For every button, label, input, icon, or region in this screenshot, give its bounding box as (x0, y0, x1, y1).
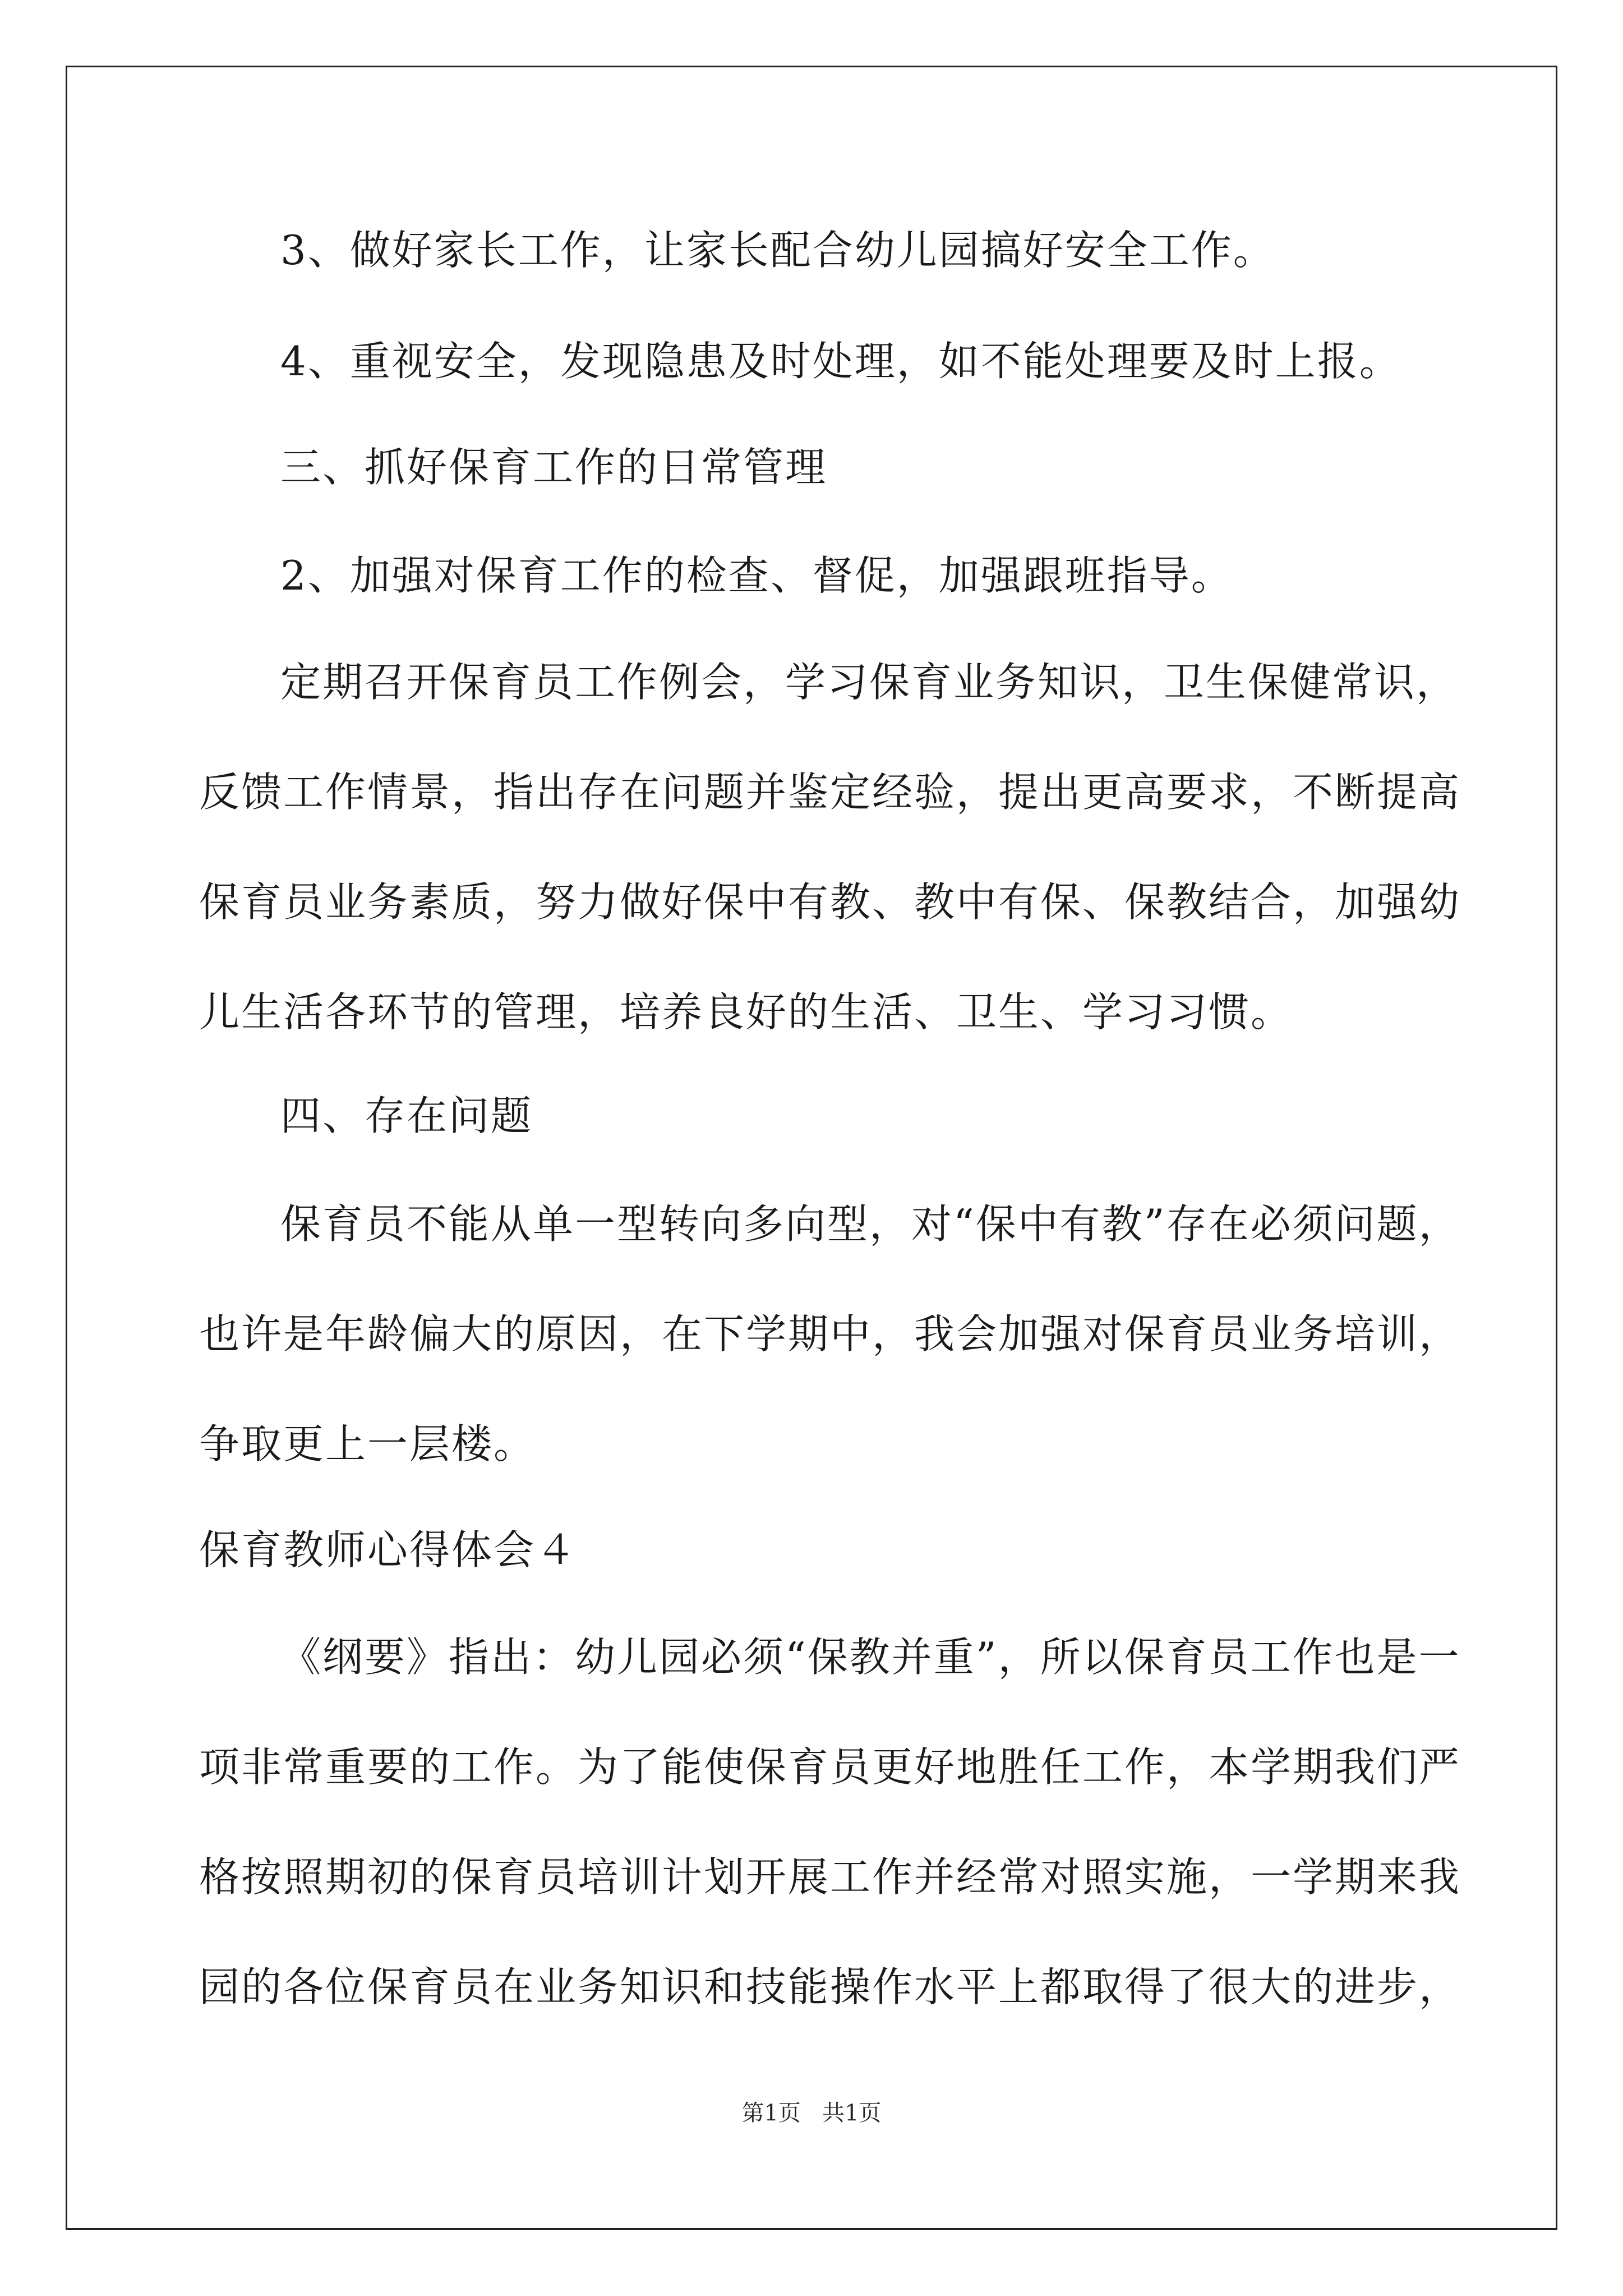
section-title: 保育教师心得体会４ (199, 1526, 578, 1573)
text-line: 《纲要》指出：幼儿园必须“保教并重”，所以保育员工作也是一 (280, 1634, 1461, 1681)
paragraph-parent-work: 3、做好家长工作，让家长配合幼儿园搞好安全工作。 (280, 227, 1275, 274)
text-line: 也许是年龄偏大的原因，在下学期中，我会加强对保育员业务培训， (199, 1310, 1461, 1358)
text-line: 争取更上一层楼。 (199, 1420, 536, 1467)
text-line: 保育员不能从单一型转向多向型，对“保中有教”存在必须问题， (280, 1200, 1461, 1248)
text-line: 保育员业务素质，努力做好保中有教、教中有保、保教结合，加强幼 (199, 878, 1461, 926)
text-line: 项非常重要的工作。为了能使保育员更好地胜任工作，本学期我们严 (199, 1743, 1461, 1791)
page-footer: 第1页 共1页 (741, 2100, 882, 2126)
text-line: 格按照期初的保育员培训计划开展工作并经常对照实施，一学期来我 (199, 1853, 1461, 1901)
heading-daily-management: 三、抓好保育工作的日常管理 (280, 444, 828, 491)
text-line: 儿生活各环节的管理，培养良好的生活、卫生、学习习惯。 (199, 988, 1293, 1036)
paragraph-inspection: 2、加强对保育工作的检查、督促，加强跟班指导。 (280, 552, 1233, 599)
paragraph-outline (199, 1634, 1489, 2077)
text-line: 反馈工作情景，指出存在问题并鉴定经验，提出更高要求，不断提高 (199, 769, 1461, 816)
heading-existing-problems: 四、存在问题 (280, 1092, 533, 1139)
text-line: 园的各位保育员在业务知识和技能操作水平上都取得了很大的进步， (199, 1963, 1461, 2010)
paragraph-problems (199, 1200, 1489, 1534)
paragraph-safety: 4、重视安全，发现隐患及时处理，如不能处理要及时上报。 (280, 338, 1401, 385)
paragraph-regular-meetings (199, 659, 1489, 1102)
text-line: 定期召开保育员工作例会，学习保育业务知识，卫生保健常识， (280, 659, 1459, 706)
